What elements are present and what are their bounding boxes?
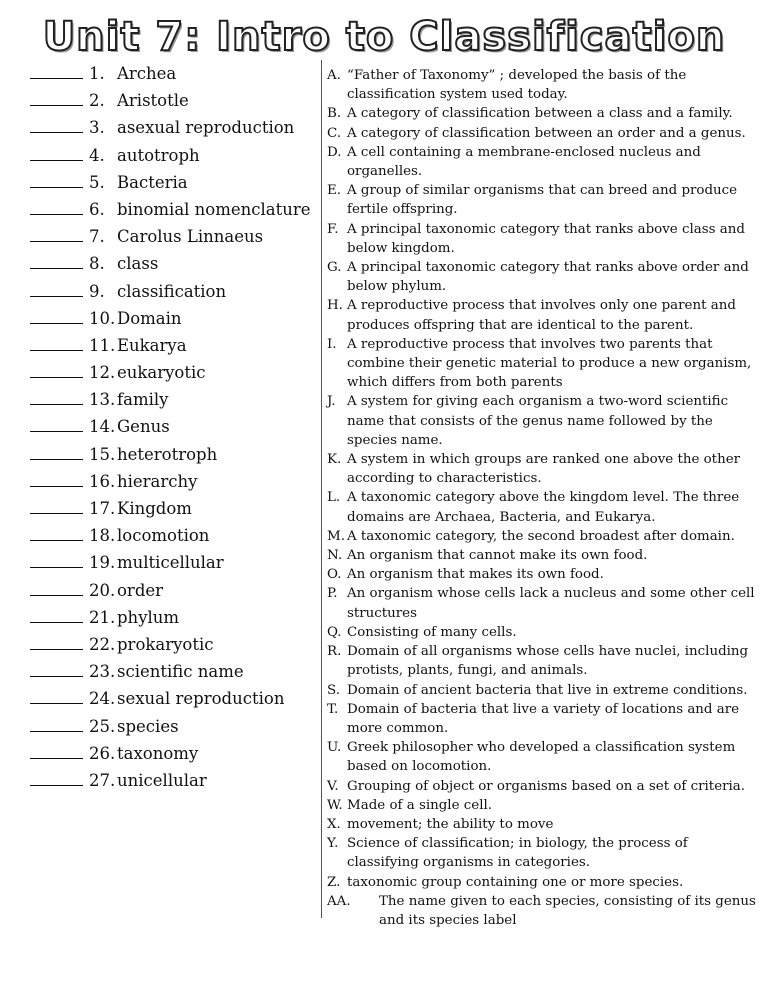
term-number: 22. [89,634,116,654]
answer-blank[interactable] [30,606,83,623]
definition-letter: Y. [327,836,339,852]
definition-item [327,796,757,815]
term-number: 24. [89,689,116,709]
definition-item [327,546,757,565]
definition-item [327,834,757,872]
term-number: 4. [89,145,105,165]
definition-letter: X. [327,816,341,832]
answer-blank[interactable] [30,524,83,541]
term-row [30,225,320,252]
definition-item [327,104,757,123]
answer-blank[interactable] [30,89,83,106]
answer-blank[interactable] [30,225,83,242]
definition-text: A taxonomic category, the second broadest after domain. [347,528,735,544]
term-number: 9. [89,281,105,301]
definition-item [327,815,757,834]
term-label: Bacteria [117,172,188,192]
term-number: 10. [89,308,116,328]
definition-item [327,335,757,393]
definition-text: An organism that makes its own food. [347,567,604,583]
definition-text: A cell containing a membrane-enclosed nucleus and organelles. [347,144,701,180]
definition-letter: T. [327,701,339,717]
definition-text: An organism that cannot make its own food. [347,548,648,564]
term-row [30,551,320,578]
term-number: 5. [89,172,105,192]
answer-blank[interactable] [30,551,83,568]
definition-letter: Q. [327,624,342,640]
term-row [30,62,320,89]
term-label: prokaryotic [117,634,214,654]
term-row [30,171,320,198]
term-label: autotroph [117,145,200,165]
term-label: order [117,580,164,600]
definition-item [327,642,757,680]
definition-text: A system in which groups are ranked one above the other according to characteristics. [347,452,741,487]
definition-item [327,124,757,143]
answer-blank[interactable] [30,144,83,161]
answer-blank[interactable] [30,660,83,677]
answer-blank[interactable] [30,742,83,759]
term-number: 17. [89,499,116,518]
term-label: Carolus Linnaeus [117,227,264,247]
definition-item [327,873,757,892]
definition-letter: D. [327,144,342,160]
definition-letter: F. [327,221,339,237]
term-number: 19. [89,553,116,573]
term-row [30,334,320,361]
term-label: asexual reproduction [117,118,295,138]
definition-text: Domain of all organisms whose cells have nuclei, including protists, plants, fungi, and animals. [347,644,749,679]
term-label: hierarchy [117,471,198,491]
definition-text: A system for giving each organism a two-word scientific name that consists of the genus name followed by the species name. [347,394,729,448]
term-row [30,715,320,742]
term-row [30,307,320,334]
answer-blank[interactable] [30,633,83,650]
definition-letter: C. [327,125,342,141]
terms-list [30,62,320,796]
term-row [30,361,320,388]
term-row [30,252,320,279]
definition-item [327,565,757,584]
definition-text: A taxonomic category above the kingdom level. The three domains are Archaea, Bacteria, and Eukarya. [347,490,740,525]
definition-letter: Z. [327,874,341,890]
definitions-list [327,66,757,930]
definition-item [327,892,757,930]
term-number: 12. [89,363,116,383]
definition-text: The name given to each species, consisting of its genus and its species label [379,893,756,928]
definition-text: taxonomic group containing one or more species. [347,874,684,890]
definition-letter: E. [327,183,342,199]
term-row [30,443,320,470]
definition-text: Made of a single cell. [347,797,493,813]
term-number: 18. [89,526,116,546]
term-row [30,660,320,687]
definition-text: A group of similar organisms that can breed and produce fertile offspring. [347,183,738,218]
answer-blank[interactable] [30,497,83,514]
definition-item [327,143,757,181]
term-number: 8. [89,254,105,274]
definition-letter: H. [327,298,343,314]
definition-item [327,392,757,450]
term-row [30,388,320,415]
definition-letter: U. [327,740,342,756]
answer-blank[interactable] [30,361,83,378]
term-number: 14. [89,417,116,437]
term-label: Kingdom [117,499,192,518]
term-row [30,198,320,225]
answer-blank[interactable] [30,687,83,704]
definition-letter: M. [327,528,345,544]
definition-letter: AA. [327,893,351,909]
term-number: 2. [89,91,105,111]
term-row [30,524,320,551]
definition-letter: K. [327,452,342,468]
definition-letter: P. [327,586,338,602]
term-number: 11. [89,335,116,355]
definition-letter: A. [327,68,341,83]
definition-item [327,488,757,526]
definition-text: Domain of bacteria that live a variety of locations and are more common. [347,701,740,736]
definition-letter: N. [327,548,343,564]
answer-blank[interactable] [30,171,83,188]
term-number: 26. [89,743,116,763]
term-number: 13. [89,390,116,410]
answer-blank[interactable] [30,388,83,405]
definition-text: Greek philosopher who developed a classification system based on locomotion. [347,740,736,775]
definition-letter: J. [327,394,336,410]
term-number: 6. [89,199,105,219]
term-label: Eukarya [117,335,187,355]
term-row [30,606,320,633]
term-label: scientific name [117,662,244,682]
definition-item [327,681,757,700]
page-title: Unit 7: Intro to Classification [42,14,726,60]
definition-text: Science of classification; in biology, the process of classifying organisms in categories. [347,836,688,871]
answer-blank[interactable] [30,579,83,596]
definition-letter: L. [327,490,341,506]
term-row [30,116,320,143]
definition-text: “Father of Taxonomy” ; developed the basis of the classification system used today. [347,68,687,103]
definition-text: movement; the ability to move [347,816,554,832]
term-row [30,579,320,606]
answer-blank[interactable] [30,116,83,133]
term-label: multicellular [117,553,224,573]
definition-text: Grouping of object or organisms based on a set of criteria. [347,778,746,794]
term-label: family [117,390,169,410]
term-row [30,89,320,116]
definition-letter: R. [327,644,342,660]
term-row [30,633,320,660]
definition-item [327,181,757,219]
term-row [30,497,320,524]
term-number: 3. [89,118,105,138]
definition-item [327,584,757,622]
definition-letter: I. [327,336,337,352]
term-label: classification [117,281,227,301]
column-divider [321,60,322,918]
term-label: locomotion [117,526,210,546]
term-row [30,470,320,497]
term-number: 25. [89,716,116,736]
term-row [30,415,320,442]
answer-blank[interactable] [30,334,83,351]
term-row [30,280,320,307]
term-label: class [117,254,159,274]
definition-text: A reproductive process that involves two parents that combine their genetic material to produce a new organism, which differs from both parents [347,336,752,391]
term-number: 23. [89,662,116,682]
definition-item [327,220,757,258]
definition-item [327,777,757,796]
term-label: sexual reproduction [117,689,285,709]
definition-text: Consisting of many cells. [347,624,517,640]
term-number: 20. [89,580,116,600]
term-label: phylum [117,607,180,627]
answer-blank[interactable] [30,443,83,460]
term-label: taxonomy [117,743,199,763]
term-label: heterotroph [117,444,218,464]
definition-text: A category of classification between an order and a genus. [347,125,746,141]
answer-blank[interactable] [30,415,83,432]
answer-blank[interactable] [30,198,83,215]
definition-letter: B. [327,106,342,122]
definition-text: Domain of ancient bacteria that live in extreme conditions. [347,682,748,698]
answer-blank[interactable] [30,307,83,324]
definition-item [327,527,757,546]
term-row [30,687,320,714]
answer-blank[interactable] [30,62,83,79]
definition-item [327,623,757,642]
definition-text: A category of classification between a class and a family. [347,106,733,122]
term-label: eukaryotic [117,363,206,383]
definition-item [327,66,757,104]
definition-item [327,296,757,334]
answer-blank[interactable] [30,280,83,297]
term-number: 27. [89,770,116,790]
definition-item [327,700,757,738]
term-label: unicellular [117,770,207,790]
term-row [30,144,320,171]
definition-text: A principal taxonomic category that ranks above order and below phylum. [347,260,749,295]
definition-text: A principal taxonomic category that ranks above class and below kingdom. [347,221,745,256]
term-row [30,769,320,796]
definition-letter: O. [327,567,342,583]
answer-blank[interactable] [30,769,83,786]
term-number: 1. [89,64,105,83]
definition-item [327,738,757,776]
definition-letter: W. [327,797,343,813]
answer-blank[interactable] [30,715,83,732]
definition-letter: G. [327,260,342,276]
term-label: Domain [117,308,182,328]
definition-letter: V. [327,778,339,794]
term-label: Genus [117,417,170,437]
definition-letter: S. [327,682,340,698]
term-label: Aristotle [117,91,189,111]
definition-item [327,258,757,296]
term-label: binomial nomenclature [117,199,311,219]
term-row [30,742,320,769]
term-number: 7. [89,227,105,247]
definition-text: An organism whose cells lack a nucleus and some other cell structures [347,586,755,621]
term-label: Archea [117,64,177,83]
answer-blank[interactable] [30,470,83,487]
definition-text: A reproductive process that involves only one parent and produces offspring that are identical to the parent. [347,298,736,333]
answer-blank[interactable] [30,252,83,269]
term-label: species [117,716,179,736]
term-number: 16. [89,471,116,491]
definition-item [327,450,757,488]
term-number: 21. [89,607,116,627]
term-number: 15. [89,444,116,464]
